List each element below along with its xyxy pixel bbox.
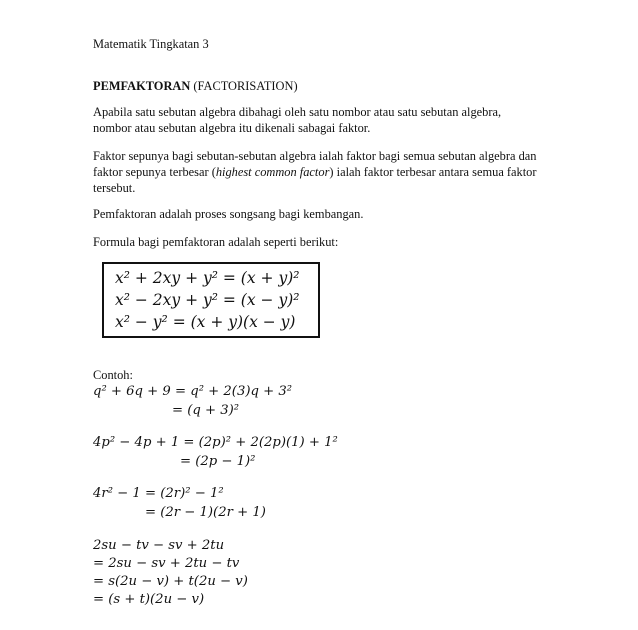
paragraph-4: Formula bagi pemfaktoran adalah seperti berikut: — [93, 235, 339, 249]
example-2-line-2: = (2p − 1)² — [180, 454, 256, 469]
example-2-line-1: 4p² − 4p + 1 = (2p)² + 2(2p)(1) + 1² — [93, 435, 338, 450]
p2-italic-term: highest common factor — [215, 165, 330, 179]
paragraph-2-line-2 — [93, 164, 537, 180]
formula-2: x² − 2xy + y² = (x − y)² — [115, 291, 300, 309]
heading-rest: (FACTORISATION) — [190, 79, 298, 93]
example-4-line-2: = 2su − sv + 2tu − tv — [93, 556, 240, 571]
p2-text-c: ) ialah faktor terbesar antara semua faktor — [329, 165, 537, 179]
example-3-line-1: 4r² − 1 = (2r)² − 1² — [93, 486, 224, 501]
example-1-line-1: q² + 6q + 9 = q² + 2(3)q + 3² — [93, 384, 293, 399]
heading-bold: PEMFAKTORAN — [93, 79, 191, 93]
example-1-line-2: = (q + 3)² — [172, 403, 240, 418]
examples-label: Contoh: — [93, 368, 133, 382]
example-4-line-1: 2su − tv − sv + 2tu — [93, 538, 225, 553]
section-heading — [93, 78, 298, 94]
paragraph-2-line-3: tersebut. — [93, 181, 136, 195]
paragraph-2-line-1: Faktor sepunya bagi sebutan-sebutan algebra ialah faktor bagi semua sebutan algebra dan — [93, 149, 537, 163]
example-3-line-2: = (2r − 1)(2r + 1) — [145, 505, 266, 520]
example-4-line-4: = (s + t)(2u − v) — [93, 592, 205, 607]
example-4-line-3: = s(2u − v) + t(2u − v) — [93, 574, 248, 589]
formula-3: x² − y² = (x + y)(x − y) — [115, 313, 296, 331]
paragraph-1-line-2: nombor atau sebutan algebra itu dikenali sabagai faktor. — [93, 121, 371, 135]
p2-text-a: faktor sepunya terbesar ( — [93, 165, 216, 179]
paragraph-3: Pemfaktoran adalah proses songsang bagi kembangan. — [93, 207, 364, 221]
page-header: Matematik Tingkatan 3 — [93, 37, 209, 51]
paragraph-1-line-1: Apabila satu sebutan algebra dibahagi oleh satu nombor atau satu sebutan algebra, — [93, 105, 502, 119]
formula-1: x² + 2xy + y² = (x + y)² — [115, 269, 300, 287]
